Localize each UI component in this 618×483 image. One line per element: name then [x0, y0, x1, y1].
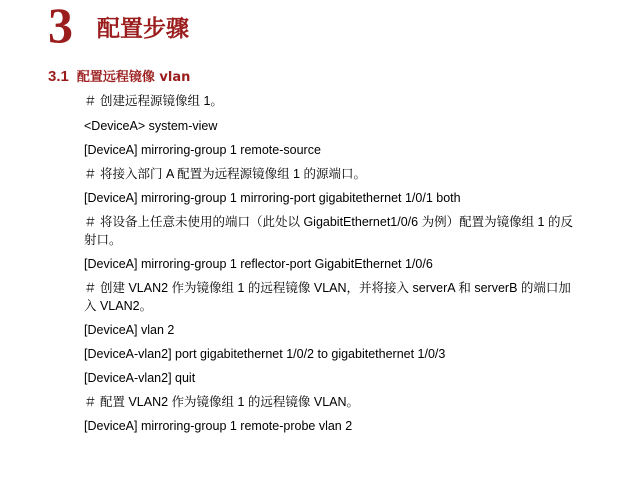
- command-line: [DeviceA-vlan2] quit: [84, 371, 196, 385]
- comment-line: ＃ 将接入部门 A 配置为远程源镜像组 1 的源端口。: [84, 167, 366, 181]
- comment-line: ＃ 配置 VLAN2 作为镜像组 1 的远程镜像 VLAN。: [84, 395, 360, 409]
- command-line: [DeviceA] mirroring-group 1 mirroring-port gigabitethernet 1/0/1 both: [84, 191, 461, 205]
- command-line: <DeviceA> system-view: [84, 119, 218, 133]
- command-line: [DeviceA] mirroring-group 1 remote-source: [84, 143, 321, 157]
- section-title: 配置远程镜像 vlan: [76, 70, 191, 85]
- chapter-title: 配置步骤: [97, 16, 189, 42]
- command-line: [DeviceA] mirroring-group 1 remote-probe vlan 2: [84, 419, 353, 433]
- section-number: 3.1: [48, 68, 69, 85]
- command-line: [DeviceA-vlan2] port gigabitethernet 1/0/2 to gigabitethernet 1/0/3: [84, 347, 446, 361]
- comment-line: ＃ 创建远程源镜像组 1。: [84, 94, 223, 108]
- comment-line: ＃ 创建 VLAN2 作为镜像组 1 的远程镜像 VLAN，并将接入 serverA 和 serverB 的端口加入 VLAN2。: [84, 281, 571, 313]
- chapter-number: 3: [48, 0, 73, 53]
- section-heading: [48, 66, 190, 85]
- command-line: [DeviceA] mirroring-group 1 reflector-port GigabitEthernet 1/0/6: [84, 257, 433, 271]
- comment-line: ＃ 将设备上任意未使用的端口（此处以 GigabitEthernet1/0/6 为例）配置为镜像组 1 的反射口。: [84, 215, 573, 247]
- config-steps: [84, 88, 574, 435]
- command-line: [DeviceA] vlan 2: [84, 323, 175, 337]
- chapter-heading: [48, 0, 189, 53]
